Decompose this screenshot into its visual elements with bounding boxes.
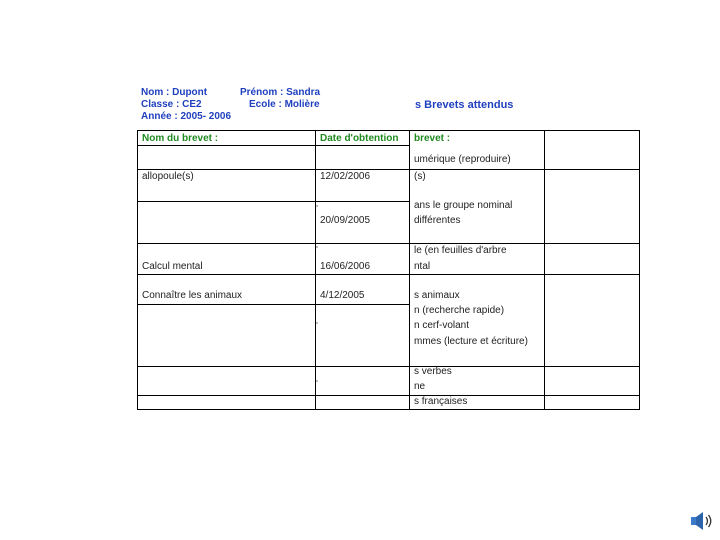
expected-line: s françaises xyxy=(414,396,468,407)
row-divider xyxy=(138,366,409,367)
school-year: Année : 2005- 2006 xyxy=(141,111,232,122)
student-school: Ecole : Molière xyxy=(249,99,320,110)
expected-line: s verbes xyxy=(414,366,452,377)
expected-line: umérique (reproduire) xyxy=(414,154,511,165)
row-divider xyxy=(138,145,409,146)
column-divider xyxy=(315,131,316,409)
faint-mark xyxy=(316,246,318,248)
faint-mark xyxy=(316,322,318,324)
row-divider xyxy=(138,243,409,244)
expected-line: n cerf-volant xyxy=(414,320,470,331)
row-divider xyxy=(138,169,409,170)
row-3-date: 16/06/2006 xyxy=(320,261,371,272)
row-divider xyxy=(138,274,409,275)
row-2-date: 20/09/2005 xyxy=(320,215,371,226)
expected-line: ans le groupe nominal xyxy=(414,200,513,211)
obtained-badges-table xyxy=(137,130,410,410)
row-4-date: 4/12/2005 xyxy=(320,290,365,301)
row-4-badge-name: Connaître les animaux xyxy=(142,290,243,301)
speaker-icon[interactable] xyxy=(690,510,714,532)
row-divider xyxy=(410,274,639,275)
row-1-date: 12/02/2006 xyxy=(320,171,371,182)
header-date-obtained: Date d'obtention xyxy=(320,133,399,144)
row-divider xyxy=(138,395,409,396)
student-name: Nom : Dupont xyxy=(141,87,208,98)
student-firstname: Prénom : Sandra xyxy=(240,87,321,98)
header-expected-badge: brevet : xyxy=(414,133,451,144)
expected-line: ne xyxy=(414,381,426,392)
expected-line: mmes (lecture et écriture) xyxy=(414,336,528,347)
expected-badges-title: s Brevets attendus xyxy=(415,99,514,111)
expected-line: s animaux xyxy=(414,290,460,301)
row-3-badge-name: Calcul mental xyxy=(142,261,203,272)
header-badge-name: Nom du brevet : xyxy=(142,133,219,144)
row-divider xyxy=(138,201,409,202)
row-divider xyxy=(410,169,639,170)
expected-line: ntal xyxy=(414,261,431,272)
faint-mark xyxy=(316,380,318,382)
student-class: Classe : CE2 xyxy=(141,99,202,110)
expected-line: différentes xyxy=(414,215,461,226)
row-divider xyxy=(138,304,409,305)
expected-badges-table xyxy=(410,130,640,410)
column-divider xyxy=(544,131,545,409)
row-1-badge-name: allopoule(s) xyxy=(142,171,194,182)
faint-mark xyxy=(316,205,318,207)
row-divider xyxy=(410,243,639,244)
expected-line: n (recherche rapide) xyxy=(414,305,505,316)
expected-line: le (en feuilles d'arbre xyxy=(414,245,507,256)
expected-line: (s) xyxy=(414,171,426,182)
